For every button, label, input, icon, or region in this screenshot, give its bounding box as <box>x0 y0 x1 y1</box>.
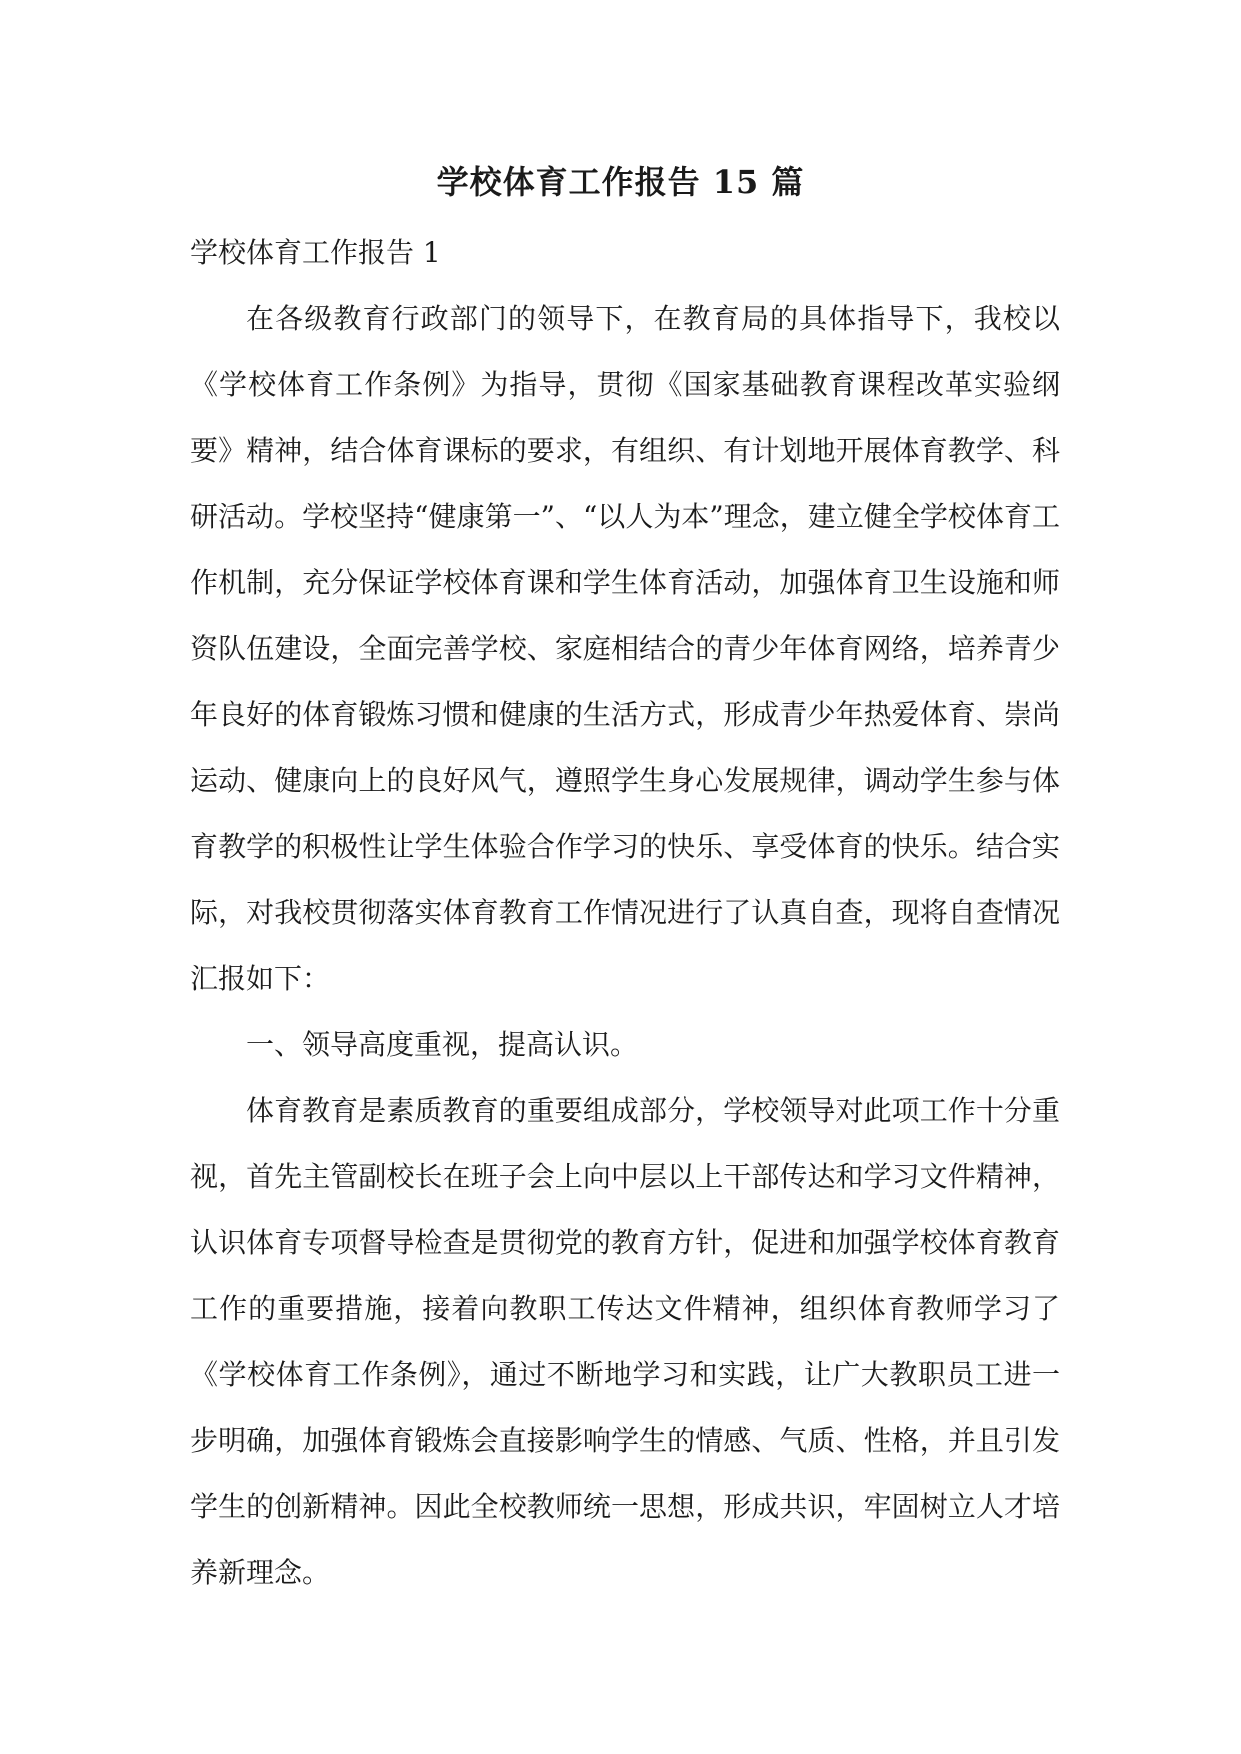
paragraph-heading-one: 一、领导高度重视，提高认识。 <box>246 1028 639 1061</box>
paragraph-leadership: 体育教育是素质教育的重要组成部分，学校领导对此项工作十分重视，首先主管副校长在班子会上向中层以上干部传达和学习文件精神，认识体育专项督导检查是贯彻党的教育方针，促进和加强学校体育教育工作的重要措施，接着向教职工传达文件精神，组织体育教师学习了《学校体育工作条例》，通过不断地学习和实践，让广大教职员工进一步明确，加强体育锻炼会直接影响学生的情感、气质、性格，并且引发学生的创新精神。因此全校教师统一思想，形成共识，牢固树立人才培养新理念。 <box>190 1094 1060 1589</box>
document-body <box>190 220 1060 1606</box>
section-heading: 学校体育工作报告 1 <box>190 236 441 269</box>
document-title: 学校体育工作报告 15 篇 <box>436 163 805 201</box>
paragraph-intro: 在各级教育行政部门的领导下，在教育局的具体指导下，我校以《学校体育工作条例》为指导，贯彻《国家基础教育课程改革实验纲要》精神，结合体育课标的要求，有组织、有计划地开展体育教学、科研活动。学校坚持“健康第一”、“以人为本”理念，建立健全学校体育工作机制，充分保证学校体育课和学生体育活动，加强体育卫生设施和师资队伍建设，全面完善学校、家庭相结合的青少年体育网络，培养青少年良好的体育锻炼习惯和健康的生活方式，形成青少年热爱体育、崇尚运动、健康向上的良好风气，遵照学生身心发展规律，调动学生参与体育教学的积极性让学生体验合作学习的快乐、享受体育的快乐。结合实际，对我校贯彻落实体育教育工作情况进行了认真自查，现将自查情况汇报如下： <box>190 302 1060 995</box>
